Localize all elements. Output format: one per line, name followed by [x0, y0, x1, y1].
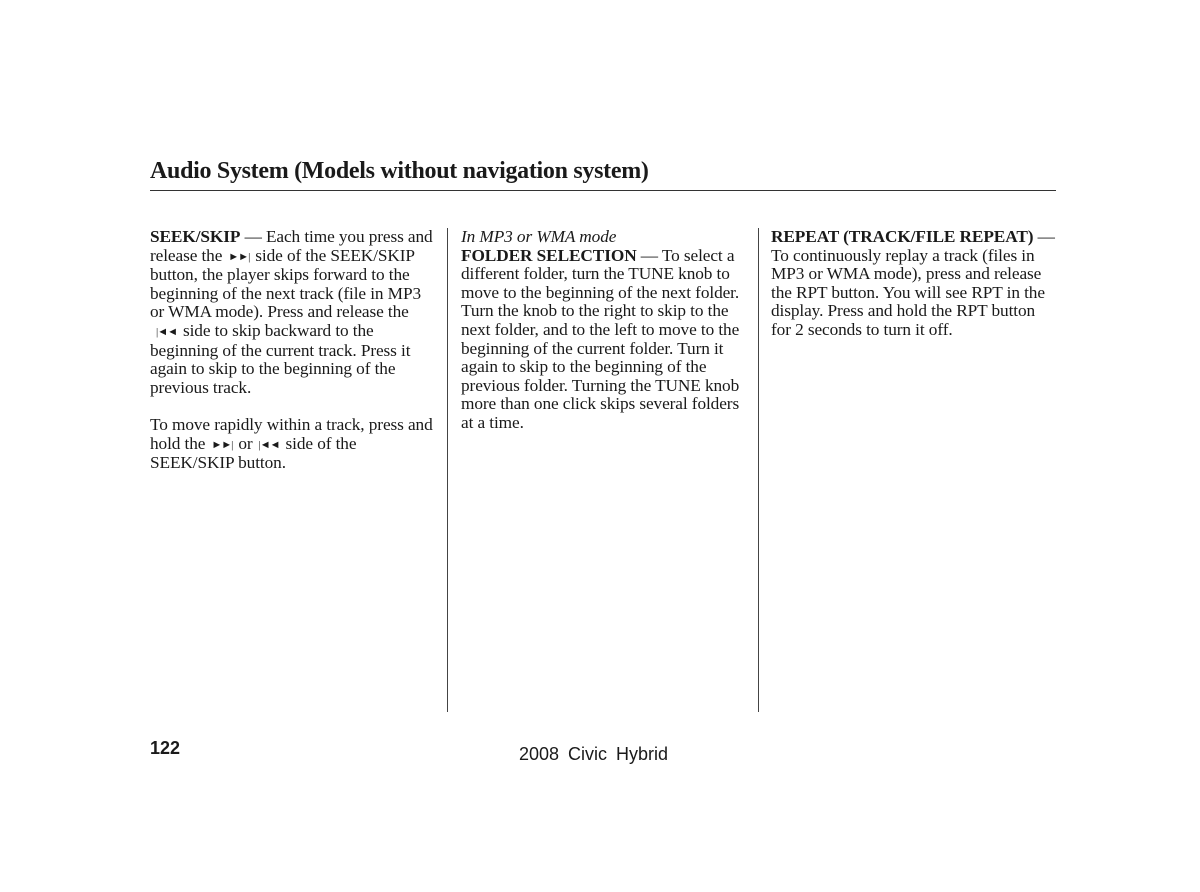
repeat-text: — To continuously replay a track (files in MP3 or WMA mode), press and release the RPT button. You will see RPT in the display. Press and hold the RPT button for 2 seconds to turn it off.	[771, 227, 1055, 339]
seek-skip-heading: SEEK/SKIP	[150, 227, 241, 246]
skip-back-icon: |◄◄	[156, 325, 177, 338]
footer-model: 2008 Civic Hybrid	[519, 744, 669, 764]
column-divider-2	[758, 228, 759, 712]
column-folder-selection	[461, 228, 747, 433]
column-repeat	[771, 228, 1057, 340]
rapid-move-text-2: or	[238, 433, 253, 453]
folder-selection-text: — To select a different folder, turn the TUNE knob to move to the beginning of the next folder. Turn the knob to the right to skip to the next folder, and to the left to move to the beginning of the current folder. Turn it again to skip to the beginning of the previous folder. Turning the TUNE knob more than one click skips several folders at a time.	[461, 245, 740, 432]
page-title: Audio System (Models without navigation system)	[150, 158, 649, 184]
repeat-heading: REPEAT (TRACK/FILE REPEAT)	[771, 227, 1034, 246]
column-seek-skip	[150, 228, 436, 473]
folder-selection-heading: FOLDER SELECTION	[461, 245, 637, 265]
page-number: 122	[150, 738, 181, 758]
rapid-move-paragraph	[150, 416, 436, 473]
seek-skip-text-2: side of the SEEK/SKIP button, the player skips forward to the beginning of the next track (file in MP3 or WMA mode). Press and release the	[150, 245, 421, 322]
seek-skip-paragraph	[150, 228, 436, 397]
seek-skip-text-3: side to skip backward to the beginning of the current track. Press it again to skip to the beginning of the previous track.	[150, 320, 411, 397]
skip-forward-icon: ►►|	[211, 438, 233, 451]
column-divider-1	[447, 228, 448, 712]
rapid-move-text-3: side of the SEEK/SKIP button.	[150, 433, 357, 473]
skip-back-icon: |◄◄	[258, 438, 280, 451]
seek-skip-text-1: — Each time you press and release the	[150, 227, 433, 265]
repeat-paragraph	[771, 228, 1057, 340]
folder-selection-paragraph	[461, 247, 747, 433]
mode-label: In MP3 or WMA mode	[461, 227, 617, 246]
title-rule	[150, 190, 1056, 191]
skip-forward-icon: ►►|	[228, 250, 250, 263]
rapid-move-text-1: To move rapidly within a track, press and hold the	[150, 414, 433, 453]
